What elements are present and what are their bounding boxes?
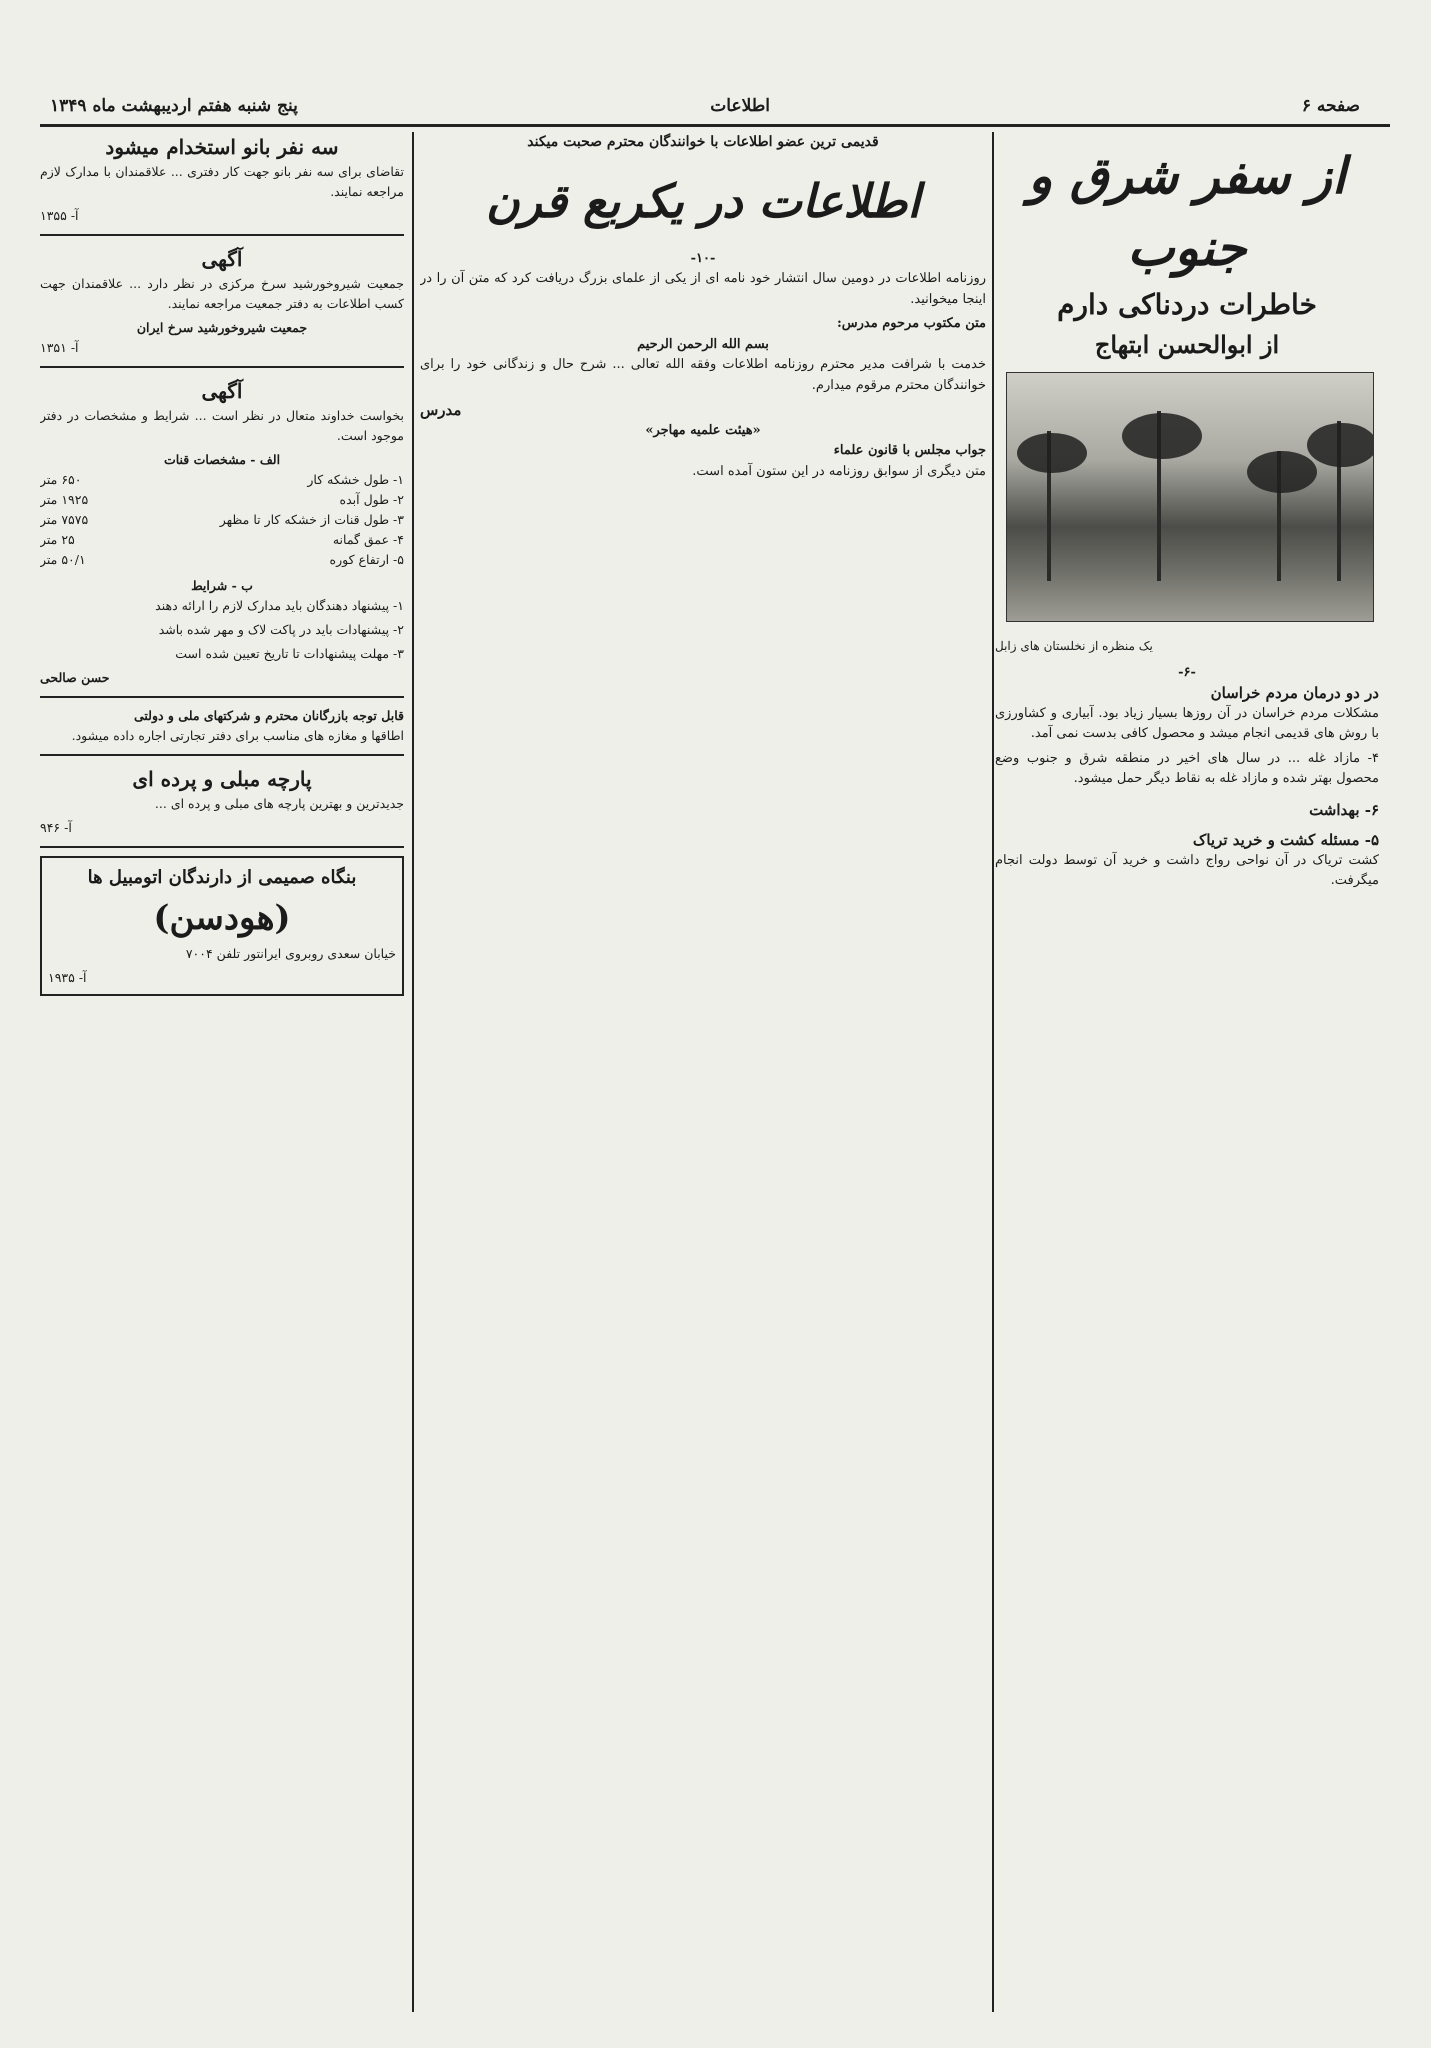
sub-heading-3: ۵- مسئله کشت و خرید تریاک (1192, 831, 1379, 849)
answer-heading: جواب مجلس با قانون علماء (833, 443, 986, 458)
ad2-body: جمعیت شیروخورشید سرخ مرکزی در نظر دارد ... علاقمندان جهت کسب اطلاعات به دفتر جمعیت مراجعه نمایند. (40, 276, 404, 311)
ad6-box (40, 856, 404, 996)
right-body-1: مشکلات مردم خراسان در آن روزها بسیار زیاد بود. آبیاری و کشاورزی با روش های قدیمی انجام میشد و محصول کافی بدست نمی آمد. (995, 705, 1379, 741)
ad1-body: تقاضای برای سه نفر بانو جهت کار دفتری ... علاقمندان با مدارک لازم مراجعه نمایند. (40, 164, 404, 199)
spec-row: ۴- عمق گمانه ۲۵ متر (40, 532, 404, 547)
center-kicker: قدیمی ترین عضو اطلاعات با خوانندگان محترم صحبت میکند (527, 134, 879, 150)
ad6-code: آ- ۱۹۳۵ (48, 970, 87, 985)
column-divider-left (412, 132, 414, 2012)
ad5-body: جدیدترین و بهترین پارچه های مبلی و پرده ای ... (154, 796, 404, 811)
sub-heading-1: در دو درمان مردم خراسان (1210, 684, 1379, 702)
center-intro: روزنامه اطلاعات در دومین سال انتشار خود نامه ای از یکی از علمای بزرگ دریافت کرد که متن آن را در اینجا میخوانید. (420, 271, 986, 307)
ad4-body: اطاقها و مغازه های مناسب برای دفتر تجارتی اجاره داده میشود. (71, 728, 404, 743)
ad6-body: خیابان سعدی روبروی ایرانتور تلفن ۷۰۰۴ (185, 946, 396, 961)
spec-heading: الف - مشخصات قنات (163, 452, 281, 467)
center-number: -۱۰- (690, 250, 716, 266)
letter-heading: متن مکتوب مرحوم مدرس: (836, 316, 986, 331)
photo-caption: یک منظره از نخلستان های زابل (995, 639, 1153, 653)
ad3-sign: حسن صالحی (40, 670, 110, 685)
ad3-title: آگهی (201, 379, 243, 403)
center-title: اطلاعات در یکربع قرن (485, 173, 921, 228)
spec-row: ۲- طول آبده ۱۹۲۵ متر (40, 492, 404, 507)
center-subheading: «هیئت علمیه مهاجر» (645, 422, 761, 438)
ad3-body: بخواست خداوند متعال در نظر است ... شرایط و مشخصات در دفتر موجود است. (40, 408, 404, 443)
spec-row: ۵- ارتفاع کوره ۵۰/۱ متر (40, 552, 404, 567)
paper-name: اطلاعات (710, 96, 770, 116)
letter-signature: مدرس (420, 401, 462, 419)
left-column (40, 132, 404, 2007)
ad2-code: آ- ۱۳۵۱ (40, 340, 79, 355)
ad4-title: قابل توجه بازرگانان محترم و شرکتهای ملی و دولتی (133, 708, 404, 723)
right-heading: از سفر شرق و جنوب (1028, 146, 1346, 277)
section-number: -۶- (1178, 664, 1196, 680)
spec-row: ۳- طول قنات از خشکه کار تا مظهر ۷۵۷۵ متر (40, 512, 404, 527)
spec-list (40, 470, 404, 570)
right-body-2: ۴- مازاد غله ... در سال های اخیر در منطقه شرق و جنوب وضع محصول بهتر شده و مازاد غله به نقاط دیگر حمل میشود. (995, 750, 1379, 786)
ad2-sign: جمعیت شیروخورشید سرخ ایران (136, 320, 308, 335)
right-body-3: کشت تریاک در آن نواحی رواج داشت و خرید آن توسط دولت انجام میگرفت. (995, 852, 1379, 888)
letter-body: خدمت با شرافت مدیر محترم روزنامه اطلاعات وفقه الله تعالی ... شرح حال و زندگانی خود را برای خوانندگان محترم مرقوم میدارم. (420, 357, 986, 393)
cond-item: ۱- پیشنهاد دهندگان باید مدارک لازم را ارائه دهند (155, 598, 404, 613)
ad6-title: بنگاه صمیمی از دارندگان اتومبیل ها (87, 867, 357, 888)
column-divider-right (992, 132, 994, 2012)
ad1-title: سه نفر بانو استخدام میشود (105, 135, 339, 159)
page-header (40, 88, 1390, 122)
page-number: صفحه ۶ (1301, 96, 1360, 116)
cond-item: ۳- مهلت پیشنهادات تا تاریخ تعیین شده است (175, 646, 404, 661)
spec-row: ۱- طول خشکه کار ۶۵۰ متر (40, 472, 404, 487)
center-closing: متن دیگری از سوابق روزنامه در این ستون آمده است. (692, 463, 986, 479)
ad5-title: پارچه مبلی و پرده ای (132, 767, 312, 791)
header-rule (40, 124, 1390, 127)
ad1-code: آ- ۱۳۵۵ (40, 208, 79, 223)
cond-heading: ب - شرایط (191, 578, 253, 593)
ad2-title: آگهی (201, 247, 243, 271)
sub-heading-2: ۶- بهداشت (1309, 800, 1379, 819)
palm-grove-photo (1006, 372, 1374, 622)
ad6-big: (هودسن) (153, 898, 291, 938)
right-subheading: خاطرات دردناکی دارم (1057, 288, 1317, 321)
cond-item: ۲- پیشنهادات باید در پاکت لاک و مهر شده باشد (158, 622, 404, 637)
bismillah: بسم الله الرحمن الرحیم (637, 336, 769, 352)
issue-date: پنج شنبه هفتم اردیبهشت ماه ۱۳۴۹ (50, 96, 298, 116)
center-column (420, 132, 986, 2007)
ad5-code: آ- ۹۴۶ (40, 820, 72, 835)
right-byline: از ابوالحسن ابتهاج (1094, 330, 1280, 359)
